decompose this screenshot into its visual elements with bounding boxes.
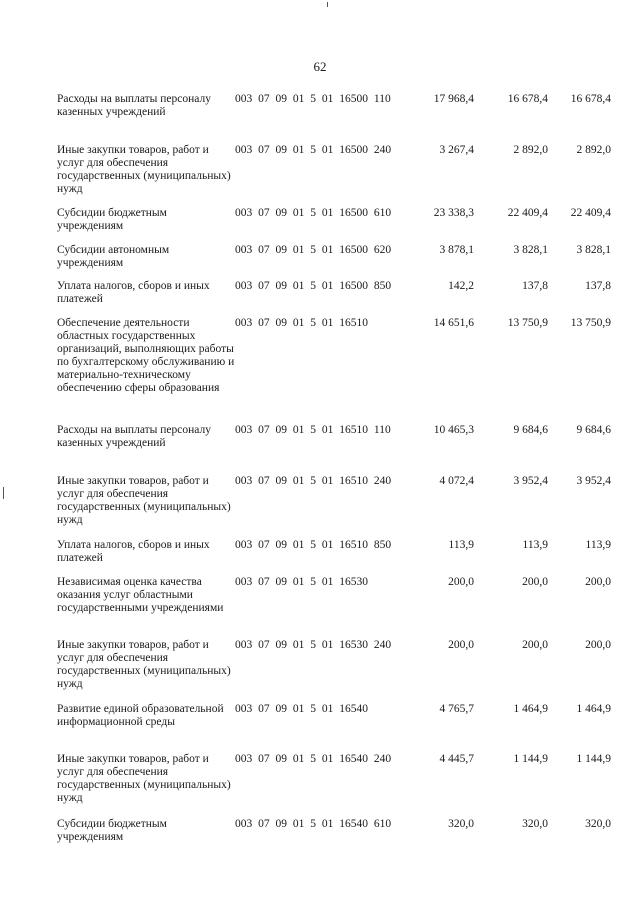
row-value-2: 137,8 — [522, 280, 548, 292]
row-name: Расходы на выплаты персоналу казенных учреждений — [57, 93, 211, 118]
table-row — [57, 244, 617, 280]
row-name: Расходы на выплаты персоналу казенных учреждений — [57, 424, 211, 449]
row-codes: 003 07 09 01 5 01 16500 620 — [235, 244, 392, 256]
row-value-2: 320,0 — [522, 818, 548, 830]
budget-table — [57, 93, 617, 848]
row-value-3: 200,0 — [585, 639, 611, 651]
row-value-1: 200,0 — [448, 639, 474, 651]
row-value-3: 3 952,4 — [576, 475, 611, 487]
row-value-3: 1 464,9 — [576, 703, 611, 715]
row-value-1: 14 651,6 — [433, 317, 474, 329]
table-row — [57, 475, 617, 539]
table-row — [57, 280, 617, 317]
row-value-1: 10 465,3 — [433, 424, 474, 436]
row-value-3: 137,8 — [585, 280, 611, 292]
row-name: Субсидии автономным учреждениям — [57, 244, 170, 269]
scan-mark — [327, 2, 328, 7]
table-row — [57, 424, 617, 475]
scan-mark — [3, 487, 4, 499]
table-row — [57, 539, 617, 576]
row-name: Иные закупки товаров, работ и услуг для обеспечения государственных (муниципальных) нужд — [57, 639, 231, 690]
row-codes: 003 07 09 01 5 01 16540 240 — [235, 753, 392, 765]
row-value-2: 3 952,4 — [513, 475, 548, 487]
row-value-2: 16 678,4 — [507, 93, 548, 105]
row-codes: 003 07 09 01 5 01 16500 240 — [235, 144, 392, 156]
row-value-2: 2 892,0 — [513, 144, 548, 156]
row-value-1: 142,2 — [448, 280, 474, 292]
row-codes: 003 07 09 01 5 01 16510 240 — [235, 475, 392, 487]
row-value-3: 2 892,0 — [576, 144, 611, 156]
row-codes: 003 07 09 01 5 01 16530 — [235, 576, 368, 588]
page-number: 62 — [313, 59, 327, 74]
row-codes: 003 07 09 01 5 01 16500 850 — [235, 280, 392, 292]
table-row — [57, 703, 617, 753]
row-value-1: 4 445,7 — [439, 753, 474, 765]
row-value-3: 13 750,9 — [570, 317, 611, 329]
row-codes: 003 07 09 01 5 01 16500 110 — [235, 93, 391, 105]
row-value-1: 17 968,4 — [433, 93, 474, 105]
row-value-1: 3 267,4 — [439, 144, 474, 156]
row-name: Уплата налогов, сборов и иных платежей — [57, 539, 210, 564]
table-row — [57, 753, 617, 818]
row-name: Иные закупки товаров, работ и услуг для обеспечения государственных (муниципальных) нужд — [57, 753, 231, 804]
row-codes: 003 07 09 01 5 01 16500 610 — [235, 207, 392, 219]
row-name: Уплата налогов, сборов и иных платежей — [57, 280, 210, 305]
row-value-3: 1 144,9 — [576, 753, 611, 765]
row-value-2: 13 750,9 — [507, 317, 548, 329]
row-value-1: 200,0 — [448, 576, 474, 588]
row-value-1: 113,9 — [448, 539, 474, 551]
row-value-3: 16 678,4 — [570, 93, 611, 105]
table-row — [57, 818, 617, 848]
row-value-3: 320,0 — [585, 818, 611, 830]
row-value-3: 22 409,4 — [570, 207, 611, 219]
row-value-2: 9 684,6 — [513, 424, 548, 436]
row-name: Развитие единой образовательной информационной среды — [57, 703, 224, 728]
row-name: Субсидии бюджетным учреждениям — [57, 818, 167, 843]
row-codes: 003 07 09 01 5 01 16540 610 — [235, 818, 392, 830]
row-value-2: 3 828,1 — [513, 244, 548, 256]
row-codes: 003 07 09 01 5 01 16510 — [235, 317, 368, 329]
row-value-1: 23 338,3 — [433, 207, 474, 219]
table-row — [57, 639, 617, 703]
table-row — [57, 576, 617, 639]
table-row — [57, 144, 617, 207]
row-value-2: 200,0 — [522, 576, 548, 588]
row-value-2: 1 144,9 — [513, 753, 548, 765]
row-value-2: 113,9 — [522, 539, 548, 551]
row-value-2: 200,0 — [522, 639, 548, 651]
table-row — [57, 317, 617, 424]
table-row — [57, 93, 617, 144]
row-value-1: 4 765,7 — [439, 703, 474, 715]
row-codes: 003 07 09 01 5 01 16540 — [235, 703, 368, 715]
row-value-1: 320,0 — [448, 818, 474, 830]
row-value-3: 9 684,6 — [576, 424, 611, 436]
row-value-3: 3 828,1 — [576, 244, 611, 256]
row-name: Независимая оценка качества оказания услуг областными государственными учреждениями — [57, 576, 224, 614]
row-value-1: 4 072,4 — [439, 475, 474, 487]
row-name: Иные закупки товаров, работ и услуг для обеспечения государственных (муниципальных) нужд — [57, 475, 231, 526]
row-value-2: 1 464,9 — [513, 703, 548, 715]
row-name: Иные закупки товаров, работ и услуг для обеспечения государственных (муниципальных) нужд — [57, 144, 231, 195]
table-row — [57, 207, 617, 244]
row-value-2: 22 409,4 — [507, 207, 548, 219]
row-codes: 003 07 09 01 5 01 16530 240 — [235, 639, 392, 651]
row-name: Субсидии бюджетным учреждениям — [57, 207, 167, 232]
row-value-3: 200,0 — [585, 576, 611, 588]
row-name: Обеспечение деятельности областных государственных организаций, выполняющих работы по бухгалтерскому обслуживанию и материально-техническому обеспечению сферы образования — [57, 317, 235, 394]
row-value-1: 3 878,1 — [439, 244, 474, 256]
row-value-3: 113,9 — [585, 539, 611, 551]
row-codes: 003 07 09 01 5 01 16510 110 — [235, 424, 391, 436]
row-codes: 003 07 09 01 5 01 16510 850 — [235, 539, 392, 551]
